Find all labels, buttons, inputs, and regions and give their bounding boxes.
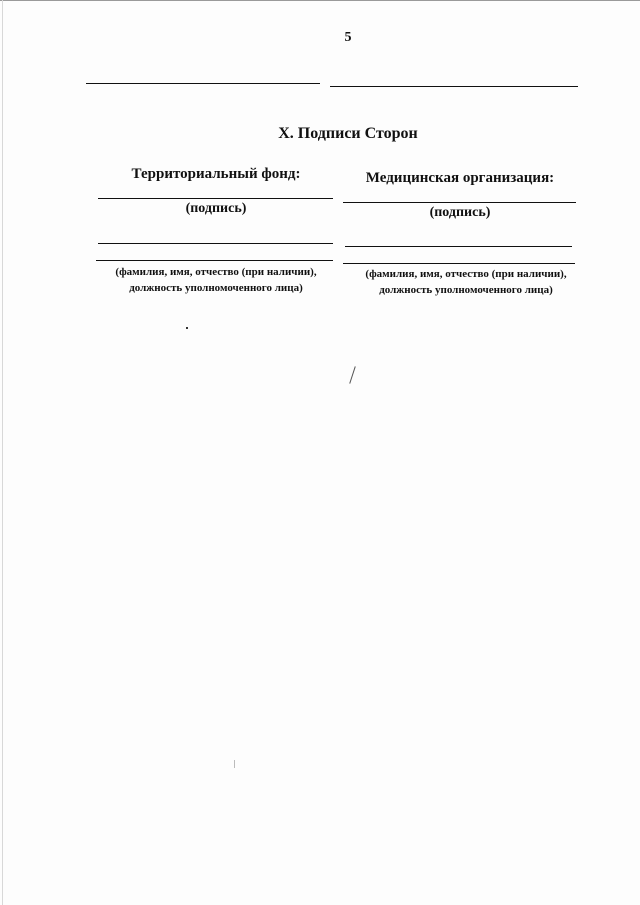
scan-stroke	[349, 366, 356, 383]
scan-speck	[186, 327, 188, 329]
header-rule-right	[330, 86, 578, 87]
party-title-medical-organization: Медицинская организация:	[365, 170, 555, 186]
page-number: 5	[344, 30, 352, 45]
name-note-line1: (фамилия, имя, отчество (при наличии),	[365, 268, 567, 280]
name-note-line2: должность уполномоченного лица)	[379, 284, 553, 296]
section-title: X. Подписи Сторон	[278, 125, 418, 142]
scan-speck	[234, 760, 235, 768]
header-rule-left	[86, 83, 320, 84]
name-underline-medical-organization	[343, 263, 575, 264]
party-title-territorial-fund: Территориальный фонд:	[131, 166, 301, 182]
signature-caption-medical-organization: (подпись)	[429, 205, 491, 220]
scan-edge-top	[0, 0, 640, 1]
name-note-medical-organization	[342, 266, 590, 298]
name-underline-territorial-fund	[96, 260, 333, 261]
name-line-territorial-fund	[98, 243, 333, 244]
signature-line-medical-organization	[343, 202, 576, 203]
name-note-line1: (фамилия, имя, отчество (при наличии),	[115, 266, 317, 278]
name-note-line2: должность уполномоченного лица)	[129, 282, 303, 294]
name-line-medical-organization	[345, 246, 572, 247]
signature-line-territorial-fund	[98, 198, 333, 199]
name-note-territorial-fund	[96, 264, 336, 296]
signature-caption-territorial-fund: (подпись)	[185, 201, 247, 216]
